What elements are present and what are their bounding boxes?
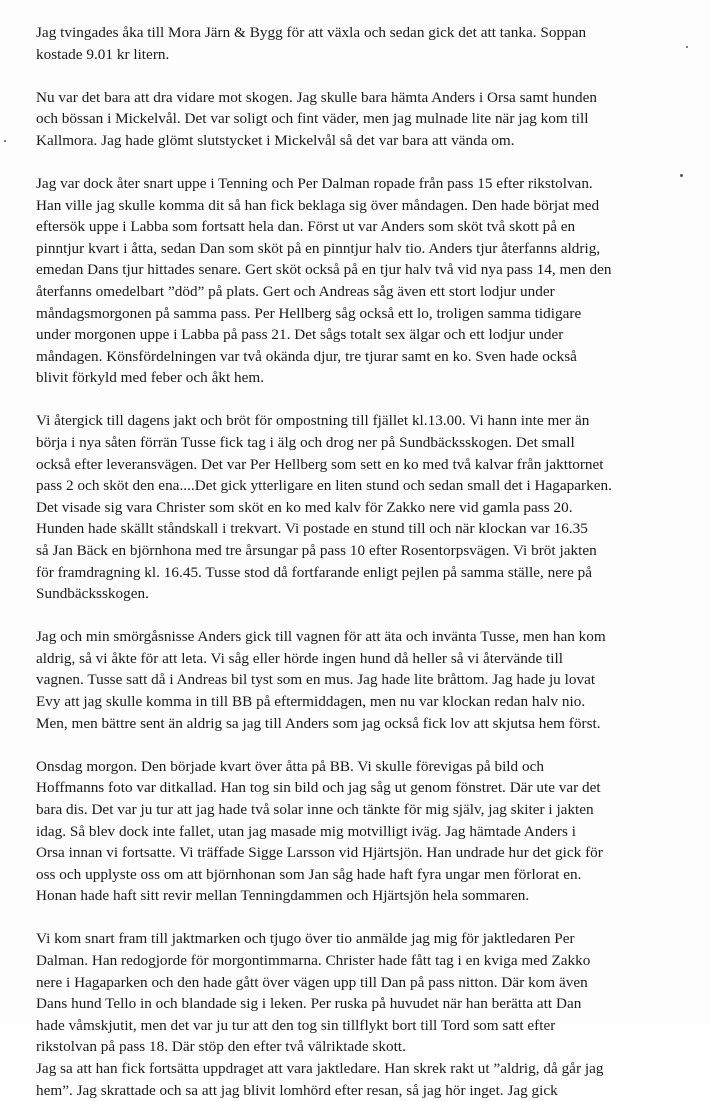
text-line: hade våmskjutit, men det var ju tur att den tog sin tillflykt bort till Tord som satt efter xyxy=(36,1016,556,1034)
text-line: pinntjur kvart i åtta, sedan Dan som sköt på en pinntjur halv tio. Anders tjur återfanns aldrig, xyxy=(36,239,601,257)
text-line: bara dis. Det var ju tur att jag hade två solar inne och tänkte för mig själv, jag skiter i jakten xyxy=(36,800,594,818)
text-line: idag. Så blev dock inte fallet, utan jag masade mig motvilligt iväg. Jag hämtade Anders i xyxy=(36,822,576,840)
text-line: måndagsmorgonen på samma pass. Per Hellberg såg också ett lo, troligen samma tidigare xyxy=(36,304,582,322)
paragraph xyxy=(36,173,696,389)
text-line: börja i nya såten förrän Tusse fick tag i älg och drog ner på Sundbäcksskogen. Det small xyxy=(36,434,575,451)
text-line: Sundbäcksskogen. xyxy=(36,585,149,603)
text-line: kostade 9.01 kr litern. xyxy=(36,45,170,63)
text-line: så Jan Bäck en björnhona med tre årsungar på pass 10 efter Rosentorpsvägen. Vi bröt jakten xyxy=(36,541,597,559)
text-line: Kallmora. Jag hade glömt slutstycket i Mickelvål så det var bara att vända om. xyxy=(36,131,515,149)
paragraph xyxy=(36,410,696,604)
text-line: aldrig, så vi åkte för att leta. Vi såg eller hörde ingen hund då heller så vi återvände till xyxy=(36,649,563,667)
text-line: Vi kom snart fram till jaktmarken och tjugo över tio anmälde jag mig för jaktledaren Per xyxy=(36,930,575,948)
text-line: Jag tvingades åka till Mora Järn & Bygg för att växla och sedan gick det att tanka. Soppan xyxy=(36,24,587,41)
text-line: Jag var dock åter snart uppe i Tenning och Per Dalman ropade från pass 15 efter rikstolvan. xyxy=(36,174,593,192)
text-line: Dans hund Tello in och blandade sig i leken. Per ruska på huvudet när han berätta att Dan xyxy=(36,995,582,1013)
text-line: Evy att jag skulle komma in till BB på eftermiddagen, men nu var klockan redan halv nio. xyxy=(36,693,586,711)
text-line: för framdragning kl. 16.45. Tusse stod då fortfarande enligt pejlen på samma ställe, nere på xyxy=(36,563,593,581)
text-line: rikstolvan på pass 18. Där stöp den efter två välriktade skott. xyxy=(36,1038,406,1056)
text-line: Han ville jag skulle komma dit så han fick beklaga sig över måndagen. Den hade börjat med xyxy=(36,196,600,214)
text-line: vagnen. Tusse satt då i Andreas bil tyst som en mus. Jag hade lite bråttom. Jag hade ju lovat xyxy=(36,671,596,689)
text-line: Vi återgick till dagens jakt och bröt för ompostning till fjället kl.13.00. Vi hann inte mer än xyxy=(36,412,590,430)
text-line: pass 2 och sköt den ena....Det gick ytterligare en liten stund och sedan small det i Hagaparken. xyxy=(36,477,612,495)
paragraph xyxy=(36,626,696,734)
text-line: Hunden hade skällt ståndskall i trekvart. Vi postade en stund till och när klockan var 16.35 xyxy=(36,520,588,538)
paragraph xyxy=(36,22,696,65)
text-line: Jag sa att han fick fortsätta uppdraget att vara jaktledare. Han skrek rakt ut ”aldrig, då går jag xyxy=(36,1059,604,1077)
text-line: Nu var det bara att dra vidare mot skogen. Jag skulle bara hämta Anders i Orsa samt hunden xyxy=(36,88,598,106)
document-body xyxy=(36,22,696,1101)
text-line: emedan Dans tjur hittades senare. Gert sköt också på en tjur halv två vid nya pass 14, men den xyxy=(36,261,612,279)
text-line: måndagen. Könsfördelningen var två okända djur, tre tjurar samt en ko. Sven hade också xyxy=(36,347,577,365)
text-line: återfanns omedelbart ”död” på plats. Gert och Andreas såg även ett stort lodjur under xyxy=(36,282,555,300)
text-line: under morgonen uppe i Labba på pass 21. Det sågs totalt sex älgar och ett lodjur under xyxy=(36,326,564,344)
text-line: hem”. Jag skrattade och sa att jag blivit lomhörd efter resan, så jag hör inget. Jag gick xyxy=(36,1081,558,1099)
scan-speck xyxy=(4,140,6,142)
text-line: nere i Hagaparken och den hade gått över vägen upp till Dan på pass nitton. Där kom även xyxy=(36,973,588,991)
text-line: eftersök uppe i Labba som fortsatt hela dan. Först ut var Anders som sköt två skott på en xyxy=(36,218,576,236)
text-line: Dalman. Han redogjorde för morgontimmarna. Christer hade fått tag i en kviga med Zakko xyxy=(36,951,591,969)
paragraph xyxy=(36,756,696,907)
text-line: oss och upplyste oss om att björnhonan som Jan såg hade haft fyra ungar men förlorat en. xyxy=(36,865,582,883)
text-line: Orsa innan vi fortsatte. Vi träffade Sigge Larsson vid Hjärtsjön. Han undrade hur det gick för xyxy=(36,844,603,862)
text-line: Men, men bättre sent än aldrig sa jag till Anders som jag också fick lov att skjutsa hem först. xyxy=(36,714,601,732)
text-line: Det visade sig vara Christer som sköt en ko med kalv för Zakko nere vid gamla pass 20. xyxy=(36,498,573,516)
text-line: Jag och min smörgåsnisse Anders gick till vagnen för att äta och invänta Tusse, men han kom xyxy=(36,628,606,646)
text-line: blivit förkyld med feber och åkt hem. xyxy=(36,369,265,387)
paragraph xyxy=(36,1058,696,1101)
paragraph xyxy=(36,928,696,1058)
text-line: Onsdag morgon. Den började kvart över åtta på BB. Vi skulle förevigas på bild och xyxy=(36,757,544,775)
text-line: Honan hade haft sitt revir mellan Tenningdammen och Hjärtsjön hela sommaren. xyxy=(36,887,530,905)
text-line: och bössan i Mickelvål. Det var soligt och fint väder, men jag mulnade lite när jag kom till xyxy=(36,110,589,128)
text-line: också efter leveransvägen. Det var Per Hellberg som sett en ko med två kalvar från jakttornet xyxy=(36,455,604,473)
paragraph xyxy=(36,87,696,152)
text-line: Hoffmanns foto var ditkallad. Han tog sin bild och jag såg ut genom fönstret. Där ute var det xyxy=(36,779,601,797)
